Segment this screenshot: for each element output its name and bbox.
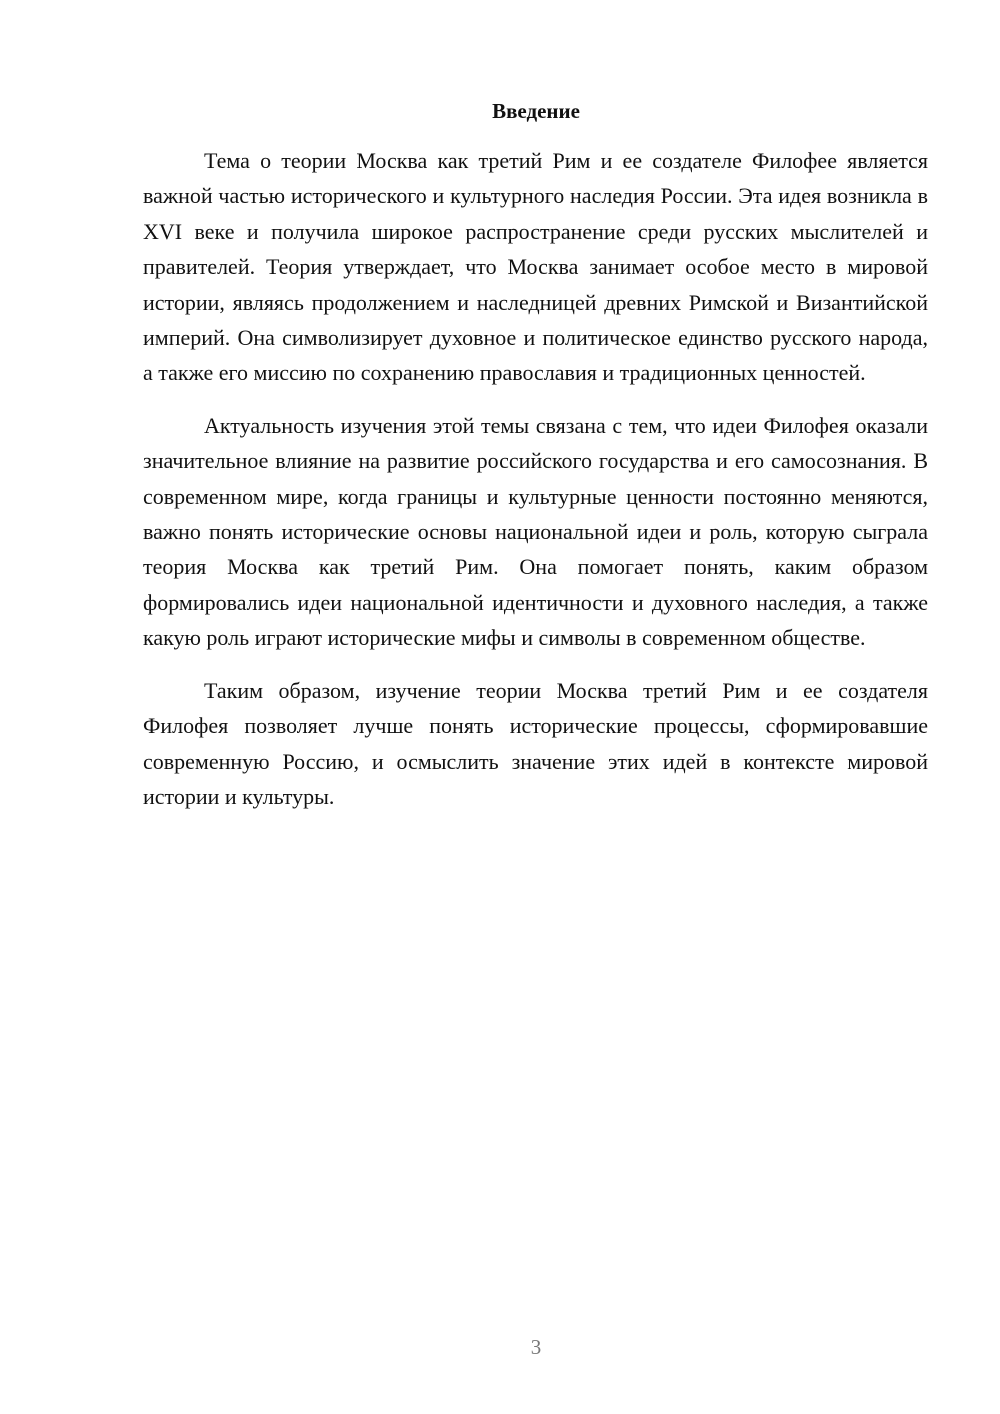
page-title: Введение — [492, 99, 580, 123]
paragraph-relevance: Актуальность изучения этой темы связана с тем, что идеи Филофея оказали значительное влияние на развитие российского государства и его самосознания. В современном мире, когда границы и культурные ценности постоянно меняются, важно понять исторические основы национальной идеи и роль, которую сыграла теория Москва как третий Рим. Она помогает понять, каким образом формировались идеи национальной идентичности и духовного наследия, а также какую роль играют исторические мифы и символы в современном обществе. — [143, 412, 928, 651]
paragraph-conclusion: Таким образом, изучение теории Москва третий Рим и ее создателя Филофея позволяет лучше понять исторические процессы, сформировавшие современную Россию, и осмыслить значение этих идей в контексте мировой истории и культуры. — [143, 677, 928, 809]
paragraph-topic: Тема о теории Москва как третий Рим и ее создателе Филофее является важной частью исторического и культурного наследия России. Эта идея возникла в XVI веке и получила широкое распространение среди русских мыслителей и правителей. Теория утверждает, что Москва занимает особое место в мировой истории, являясь продолжением и наследницей древних Римской и Византийской империй. Она символизирует духовное и политическое единство русского народа, а также его миссию по сохранению православия и традиционных ценностей. — [143, 148, 928, 386]
page-number: 3 — [530, 1335, 542, 1359]
body-text — [143, 143, 928, 814]
